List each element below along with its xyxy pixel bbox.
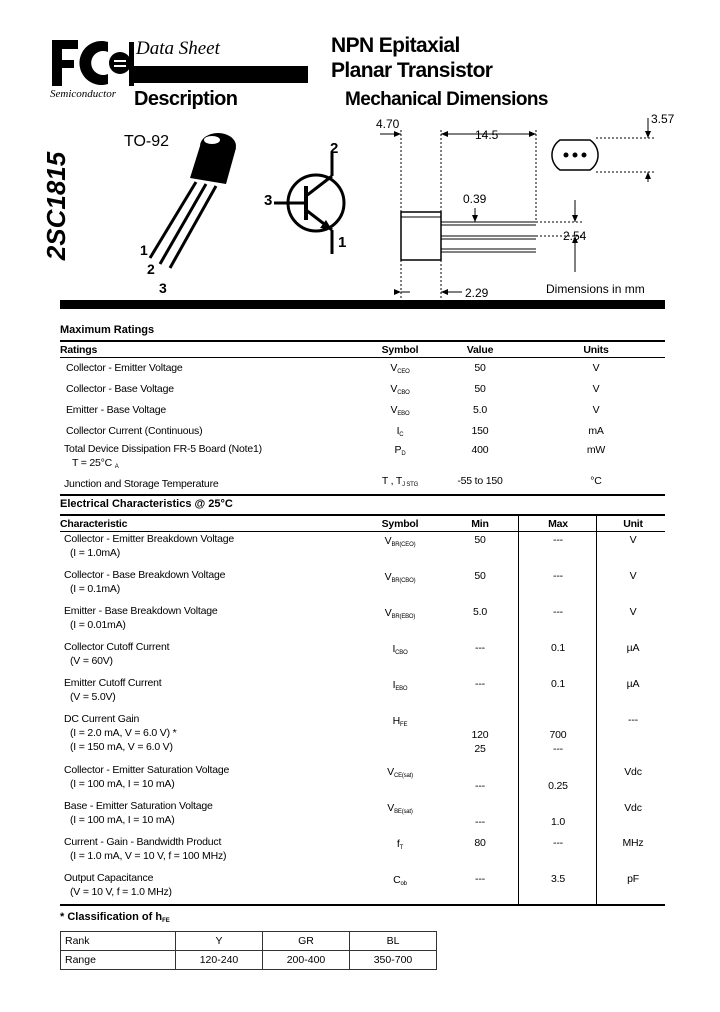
el-row-unit: µA (626, 678, 640, 690)
col-sep (596, 516, 597, 904)
classification-cell: 120-240 (176, 951, 263, 970)
el-row-name: Collector Cutoff Current (64, 641, 170, 653)
el-hdr-min: Min (471, 518, 489, 530)
max-ratings-rule (60, 340, 665, 342)
dim-14-5: 14.5 (475, 128, 499, 142)
max-row-unit: V (592, 383, 600, 395)
max-row-symbol: $V_{CEO}$ (390, 362, 410, 375)
max-row-name: Total Device Dissipation FR-5 Board (Note1) (64, 443, 262, 455)
max-row-symbol: T , $T_{J STG}$ (381, 475, 419, 488)
max-row-name: Junction and Storage Temperature (64, 478, 219, 490)
classification-table (60, 931, 437, 970)
el-row-condition: (V = 60V) (70, 655, 113, 667)
el-row-symbol: $V_{BR(CEO)}$ (384, 535, 416, 548)
max-hdr-units: Units (583, 344, 609, 356)
mechanical-dimensions-drawing (370, 112, 670, 302)
pin-label-1: 1 (140, 242, 148, 258)
el-row-condition: (I = 1.0 mA, V = 10 V, f = 100 MHz) (70, 850, 227, 862)
el-row-name: Collector - Base Breakdown Voltage (64, 569, 226, 581)
max-hdr-ratings: Ratings (60, 344, 98, 356)
el-row-min: --- (475, 780, 485, 792)
el-row-max: 0.1 (551, 678, 565, 690)
header-black-bar (134, 66, 308, 83)
max-row-value: -55 to 150 (457, 475, 503, 487)
el-row-min-2: 25 (474, 743, 486, 755)
col-sep (518, 516, 519, 904)
max-row-value: 5.0 (473, 404, 487, 416)
max-hdr-symbol: Symbol (381, 344, 419, 356)
el-row-condition: (I = 100 mA, I = 10 mA) (70, 778, 175, 790)
el-row-unit: V (629, 534, 637, 546)
dim-2-54: 2.54 (563, 229, 587, 243)
el-row-max: --- (553, 837, 563, 849)
el-row-min: 120 (471, 729, 489, 741)
electrical-rule (60, 514, 665, 516)
max-row-symbol: $I_C$ (396, 425, 404, 438)
max-row-symbol: $P_D$ (394, 444, 406, 457)
electrical-title: Electrical Characteristics @ 25°C (60, 498, 233, 510)
el-hdr-symbol: Symbol (381, 518, 419, 530)
max-row-name: Collector - Base Voltage (66, 383, 174, 395)
el-row-condition: (I = 1.0mA) (70, 547, 121, 559)
classification-range-row (61, 951, 437, 970)
dim-2-29: 2.29 (465, 286, 489, 300)
max-row-unit: mA (588, 425, 604, 437)
el-row-condition: (V = 5.0V) (70, 691, 116, 703)
classification-cell: GR (263, 932, 350, 951)
el-row-max: 1.0 (551, 816, 565, 828)
max-row-symbol: $V_{EBO}$ (390, 404, 410, 417)
el-row-max: 3.5 (551, 873, 565, 885)
classification-cell: BL (350, 932, 437, 951)
el-row-symbol: $C_{ob}$ (393, 874, 407, 887)
electrical-top-rule (60, 494, 665, 496)
el-row-max: 700 (549, 729, 567, 741)
max-row-name: Emitter - Base Voltage (66, 404, 167, 416)
doc-type: Data Sheet (136, 38, 220, 59)
el-row-symbol: $f_T$ (396, 838, 404, 851)
el-row-condition: (I = 0.01mA) (70, 619, 126, 631)
el-hdr-unit: Unit (623, 518, 643, 530)
brand-subtitle: Semiconductor (50, 88, 116, 100)
pin-label-2: 2 (147, 261, 155, 277)
fci-logo-icon (50, 38, 135, 90)
el-row-name: Emitter Cutoff Current (64, 677, 162, 689)
classification-cell: Y (176, 932, 263, 951)
el-row-name: Output Capacitance (64, 872, 154, 884)
max-hdr-value: Value (466, 344, 494, 356)
el-row-unit: MHz (622, 837, 644, 849)
section-description: Description (134, 88, 238, 110)
max-row-unit: °C (590, 475, 602, 487)
el-row-symbol: $V_{BR(EBO)}$ (384, 607, 416, 620)
dimensions-note: Dimensions in mm (546, 282, 645, 296)
max-row-value: 50 (474, 383, 486, 395)
symbol-pin-collector: 2 (330, 140, 339, 157)
part-number: 2SC1815 (41, 151, 71, 261)
el-row-min: 5.0 (473, 606, 487, 618)
section-mechanical: Mechanical Dimensions (345, 89, 548, 110)
el-row-symbol: $I_{CBO}$ (392, 643, 408, 656)
el-row-min: 50 (474, 534, 486, 546)
max-row-value: 400 (471, 444, 489, 456)
section-divider (60, 300, 665, 309)
classification-cell: 350-700 (350, 951, 437, 970)
el-row-min: --- (475, 678, 485, 690)
el-row-max: 0.25 (548, 780, 568, 792)
symbol-pin-base: 3 (264, 192, 273, 209)
pin-label-3: 3 (159, 280, 167, 296)
dim-3-57: 3.57 (651, 112, 675, 126)
electrical-bottom-rule (60, 904, 665, 906)
package-label: TO-92 (124, 133, 170, 150)
el-row-max-2: --- (553, 743, 563, 755)
max-row-name: Collector - Emitter Voltage (66, 362, 183, 374)
el-row-symbol: $H_{FE}$ (392, 715, 408, 728)
el-row-symbol: $V_{CE(sat)}$ (387, 766, 413, 779)
el-row-unit: Vdc (624, 802, 642, 814)
max-row-unit: V (592, 362, 600, 374)
max-row-value: 50 (474, 362, 486, 374)
el-row-unit: V (629, 570, 637, 582)
title-line2: Planar Transistor (331, 59, 493, 82)
max-ratings-title: Maximum Ratings (60, 324, 155, 336)
max-row-unit: V (592, 404, 600, 416)
el-row-unit: --- (628, 714, 638, 726)
el-hdr-rule (60, 531, 665, 532)
el-row-condition: (V = 10 V, f = 1.0 MHz) (70, 886, 172, 898)
el-row-name: Emitter - Base Breakdown Voltage (64, 605, 218, 617)
el-row-max: --- (553, 534, 563, 546)
el-row-name: Collector - Emitter Saturation Voltage (64, 764, 230, 776)
el-row-min: 50 (474, 570, 486, 582)
max-row-name: Collector Current (Continuous) (66, 425, 203, 437)
el-row-max: 0.1 (551, 642, 565, 654)
el-row-max: --- (553, 570, 563, 582)
fci-logo (50, 38, 135, 90)
dim-0-39: 0.39 (463, 192, 487, 206)
el-row-unit: Vdc (624, 766, 642, 778)
el-hdr-max: Max (548, 518, 568, 530)
el-row-max: --- (553, 606, 563, 618)
max-row-value: 150 (471, 425, 489, 437)
max-row-unit: mW (586, 444, 606, 456)
title-line1: NPN Epitaxial (331, 34, 460, 57)
el-row-symbol: $V_{BR(CBO)}$ (384, 571, 416, 584)
classification-header-row (61, 932, 437, 951)
el-row-min: --- (475, 873, 485, 885)
classification-cell: 200-400 (263, 951, 350, 970)
max-hdr-rule (60, 357, 665, 358)
symbol-pin-emitter: 1 (338, 234, 347, 251)
el-row-unit: µA (626, 642, 640, 654)
classification-cell: Rank (61, 932, 176, 951)
el-row-min: --- (475, 642, 485, 654)
el-row-name: Collector - Emitter Breakdown Voltage (64, 533, 235, 545)
el-hdr-characteristic: Characteristic (60, 518, 128, 530)
dim-4-70: 4.70 (376, 117, 400, 131)
el-row-condition-2: (I = 150 mA, V = 6.0 V) (70, 741, 173, 753)
el-row-unit: V (629, 606, 637, 618)
el-row-unit: pF (627, 873, 639, 885)
el-row-name: Current - Gain - Bandwidth Product (64, 836, 222, 848)
el-row-min: 80 (474, 837, 486, 849)
max-row-condition: T = 25°C $_A$ (72, 457, 119, 470)
el-row-condition: (I = 2.0 mA, V = 6.0 V) * (70, 727, 177, 739)
el-row-name: Base - Emitter Saturation Voltage (64, 800, 213, 812)
classification-title: * Classification of $h_{FE}$ (60, 911, 170, 924)
el-row-condition: (I = 0.1mA) (70, 583, 121, 595)
max-row-symbol: $V_{CBO}$ (390, 383, 410, 396)
npn-transistor-symbol (270, 148, 360, 258)
el-row-name: DC Current Gain (64, 713, 140, 725)
el-row-condition: (I = 100 mA, I = 10 mA) (70, 814, 175, 826)
el-row-symbol: $I_{EBO}$ (392, 679, 408, 692)
classification-cell: Range (61, 951, 176, 970)
el-row-min: --- (475, 816, 485, 828)
el-row-symbol: $V_{BE(sat)}$ (387, 802, 413, 815)
